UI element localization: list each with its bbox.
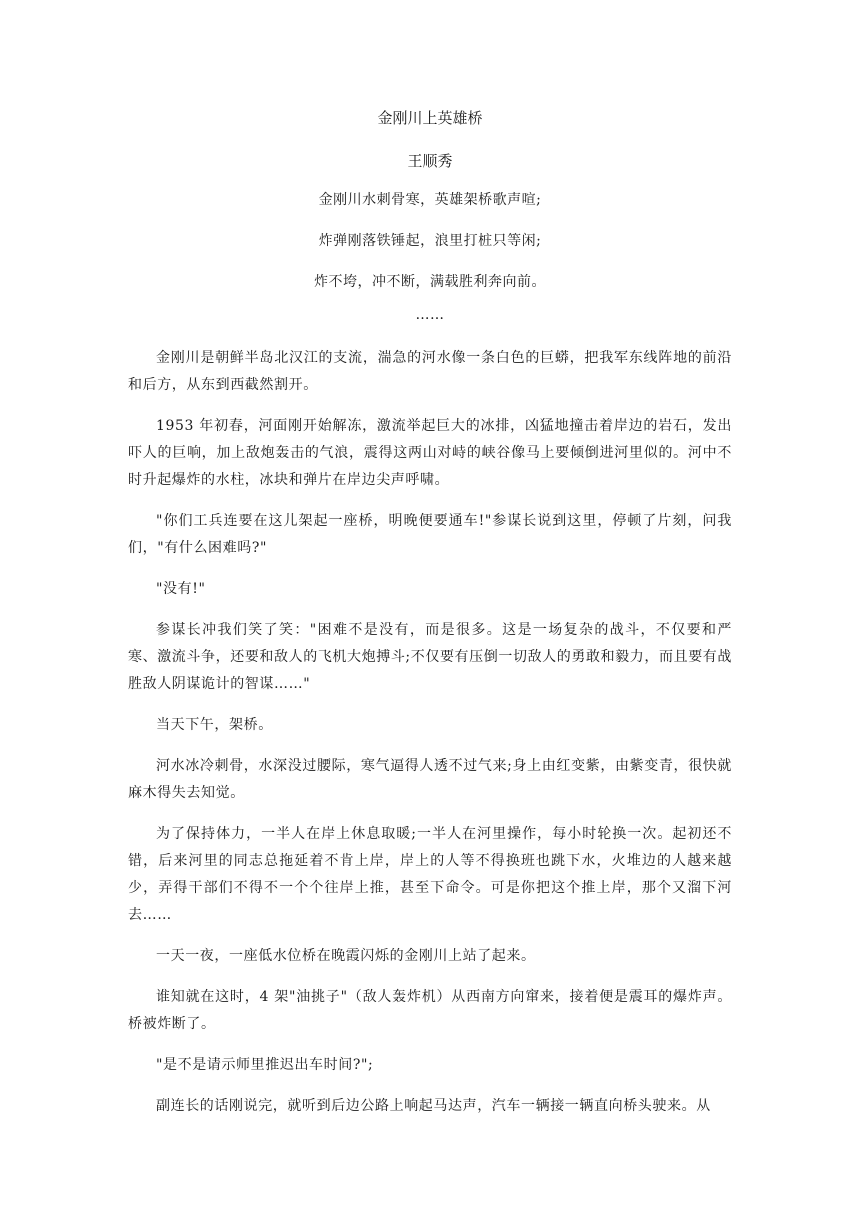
poem-ellipsis: …… [415, 307, 445, 323]
article-body [128, 345, 732, 1134]
document-title: 金刚川上英雄桥 [377, 109, 483, 127]
poem-line-1: 金刚川水刺骨寒，英雄架桥歌声喧; [318, 192, 542, 208]
paragraph: "你们工兵连要在这儿架起一座桥，明晚便要通车!"参谋长说到这里，停顿了片刻，问我们，"有什么困难吗?" [128, 513, 732, 556]
paragraph: 当天下午，架桥。 [156, 717, 273, 733]
paragraph: 1953 年初春，河面刚开始解冻，激流举起巨大的冰排，凶猛地撞击着岸边的岩石，发出吓人的巨响，加上敌炮轰击的气浪，震得这两山对峙的峡谷像马上要倾倒进河里似的。河中不时升起爆炸的水柱，冰块和弹片在岸边尖声呼啸。 [128, 418, 732, 488]
paragraph: 金刚川是朝鲜半岛北汉江的支流，湍急的河水像一条白色的巨蟒，把我军东线阵地的前沿和后方，从东到西截然割开。 [128, 350, 732, 393]
paragraph: 河水冰冷刺骨，水深没过腰际，寒气逼得人透不过气来;身上由红变紫，由紫变青，很快就麻木得失去知觉。 [128, 758, 732, 801]
paragraph: 谁知就在这时，4 架"油挑子"（敌人轰炸机）从西南方向窜来，接着便是震耳的爆炸声。桥被炸断了。 [128, 989, 732, 1032]
author-name: 王顺秀 [407, 152, 453, 170]
paragraph: 为了保持体力，一半人在岸上休息取暖;一半人在河里操作，每小时轮换一次。起初还不错，后来河里的同志总拖延着不肯上岸，岸上的人等不得换班也跳下水，火堆边的人越来越少，弄得干部们不得不一个个往岸上推，甚至下命令。可是你把这个推上岸，那个又溜下河去…… [128, 826, 732, 923]
paragraph: 副连长的话刚说完，就听到后边公路上响起马达声，汽车一辆接一辆直向桥头驶来。从 [156, 1098, 711, 1114]
paragraph: "没有!" [156, 581, 206, 597]
paragraph: 参谋长冲我们笑了笑："困难不是没有，而是很多。这是一场复杂的战斗，不仅要和严寒、激流斗争，还要和敌人的飞机大炮搏斗;不仅要有压倒一切敌人的勇敢和毅力，而且要有战胜敌人阴谋诡计的智谋……" [128, 622, 732, 692]
paragraph: "是不是请示师里推迟出车时间?"; [156, 1057, 374, 1073]
poem-line-3: 炸不垮，冲不断，满载胜利奔向前。 [314, 274, 546, 290]
poem-line-2: 炸弹刚落铁锤起，浪里打桩只等闲; [318, 233, 542, 249]
paragraph: 一天一夜，一座低水位桥在晚霞闪烁的金刚川上站了起来。 [156, 948, 536, 964]
